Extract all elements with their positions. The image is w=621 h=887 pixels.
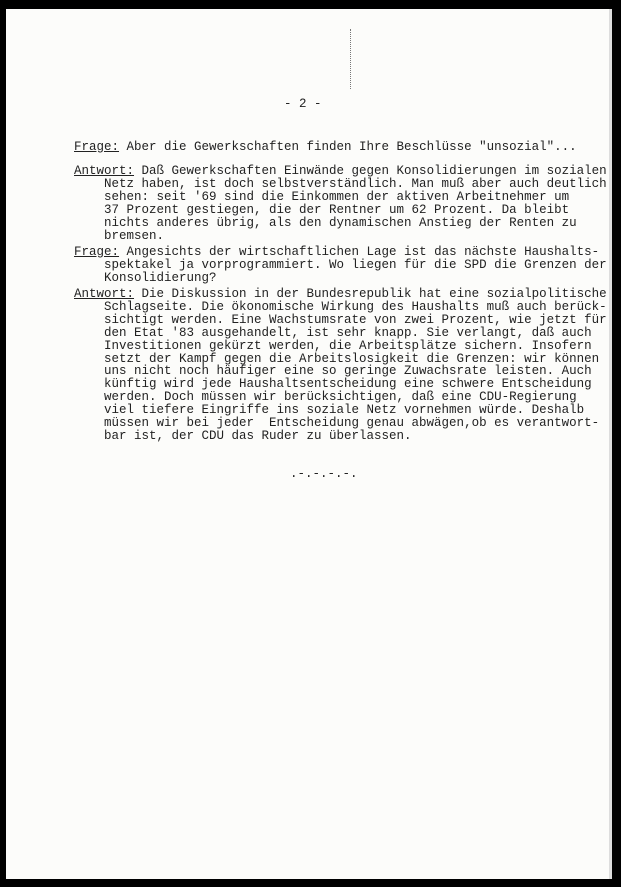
document-page xyxy=(6,9,612,879)
answer-2 xyxy=(74,288,607,443)
text-line: Schlagseite. Die ökonomische Wirkung des Haushalts muß auch berück- xyxy=(74,299,607,314)
question-2 xyxy=(74,246,607,285)
text-line: nichts anderes übrig, als den dynamischen Anstieg der Renten zu xyxy=(74,215,577,230)
text-line: Konsolidierung? xyxy=(74,270,217,285)
text-line: spektakel ja vorprogrammiert. Wo liegen für die SPD die Grenzen der xyxy=(74,257,607,272)
text-line: müssen wir bei jeder Entscheidung genau abwägen,ob es verantwort- xyxy=(74,416,600,431)
text-line: setzt der Kampf gegen die Arbeitslosigkeit die Grenzen: wir können xyxy=(74,351,600,366)
text-line: den Etat '83 ausgehandelt, ist sehr knapp. Sie verlangt, daß auch xyxy=(74,325,592,340)
text-line: Die Diskussion in der Bundesrepublik hat eine sozialpolitische xyxy=(134,287,607,301)
text-line: werden. Doch müssen wir berücksichtigen, daß eine CDU-Regierung xyxy=(74,390,577,405)
margin-mark xyxy=(350,29,353,89)
text-line: Angesichts der wirtschaftlichen Lage ist das nächste Haushalts- xyxy=(119,245,600,259)
text-line: viel tiefere Eingriffe ins soziale Netz vornehmen würde. Deshalb xyxy=(74,403,585,418)
text-line: sichtigt werden. Eine Wachstumsrate von zwei Prozent, wie jetzt für xyxy=(74,312,607,327)
text-line: sehen: seit '69 sind die Einkommen der aktiven Arbeitnehmer um xyxy=(74,189,570,204)
text-line: 37 Prozent gestiegen, die der Rentner um 62 Prozent. Da bleibt xyxy=(74,202,570,217)
text-line: künftig wird jede Haushaltsentscheidung eine schwere Entscheidung xyxy=(74,377,592,392)
text-line: uns nicht noch häufiger eine so geringe Zuwachsrate leisten. Auch xyxy=(74,364,592,379)
text-line: bremsen. xyxy=(74,228,165,243)
answer-1 xyxy=(74,165,607,242)
text-line: Netz haben, ist doch selbstverständlich. Man muß aber auch deutlich xyxy=(74,176,607,191)
answer-label: Antwort: xyxy=(74,287,135,301)
question-label: Frage: xyxy=(74,140,120,154)
question-label: Frage: xyxy=(74,245,120,259)
page-number: - 2 - xyxy=(284,97,322,111)
text-line: bar ist, der CDU das Ruder zu überlassen. xyxy=(74,428,412,443)
text-line: Investitionen gekürzt werden, die Arbeitsplätze sichern. Insofern xyxy=(74,338,592,353)
question-1 xyxy=(74,141,577,154)
text-line: Aber die Gewerkschaften finden Ihre Beschlüsse "unsozial"... xyxy=(119,140,577,154)
end-mark: .-.-.-.-. xyxy=(290,467,358,481)
text-line: Daß Gewerkschaften Einwände gegen Konsolidierungen im sozialen xyxy=(134,164,607,178)
answer-label: Antwort: xyxy=(74,164,135,178)
